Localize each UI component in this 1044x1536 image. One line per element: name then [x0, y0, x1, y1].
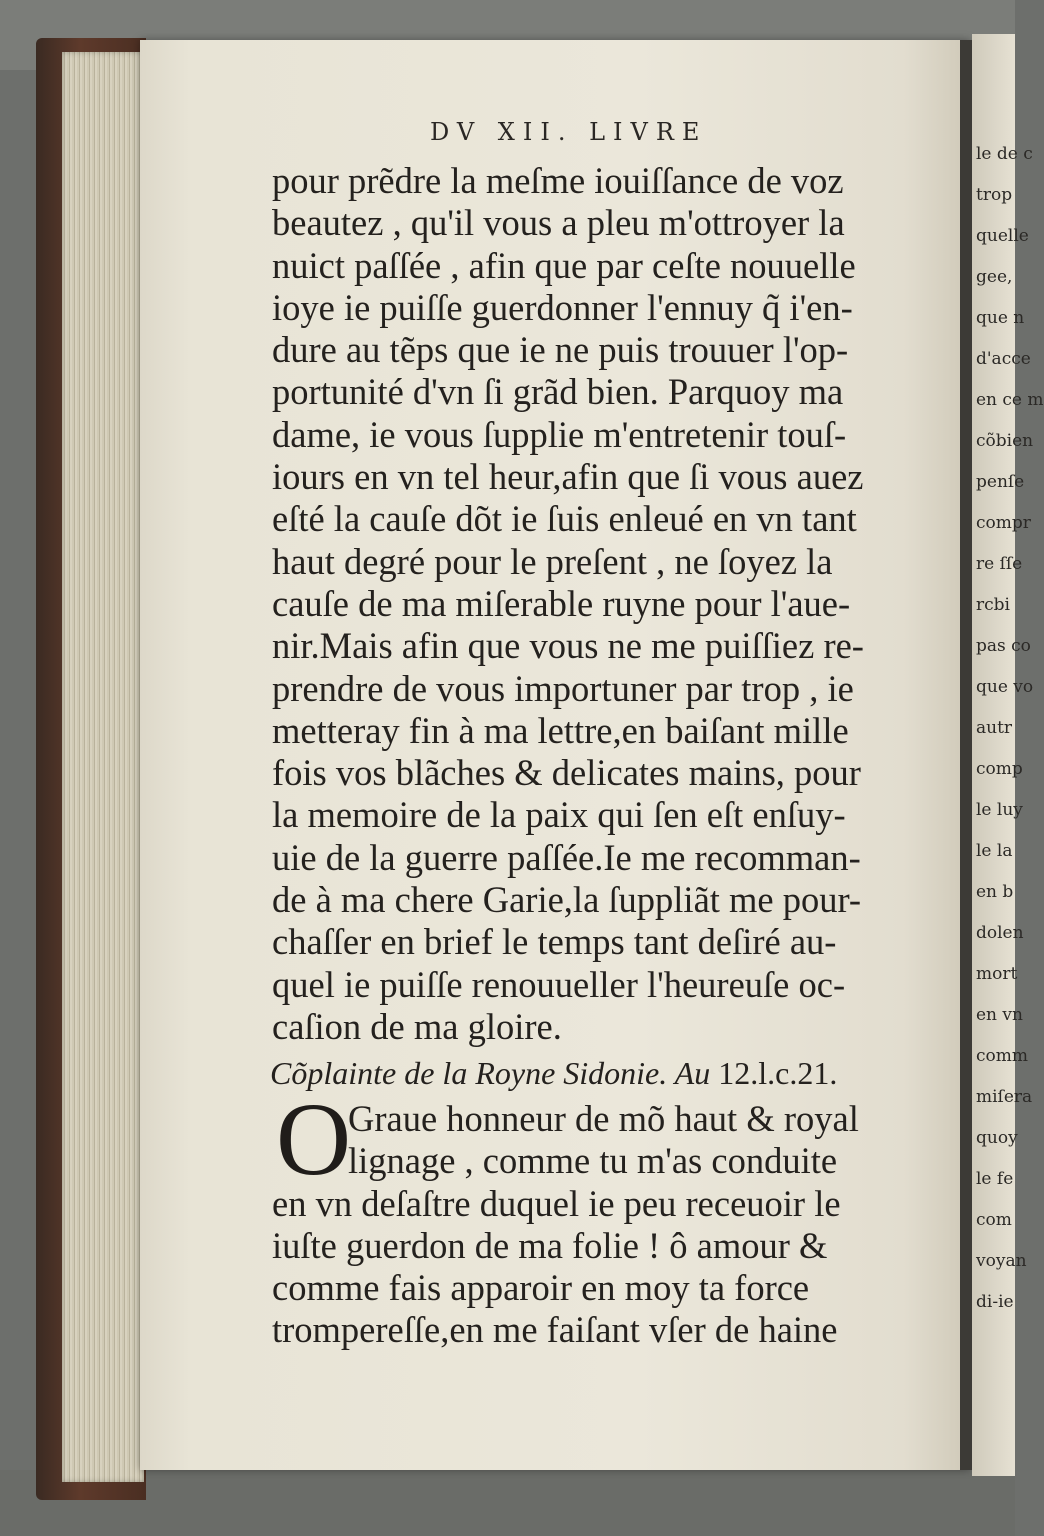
text-line: iours en vn tel heur,afin que ſi vous auez [272, 456, 864, 498]
facing-page-fragment: quelle [976, 226, 1029, 246]
facing-page-fragment: com [976, 1210, 1012, 1230]
facing-page-fragment: d'acce [976, 349, 1031, 369]
facing-page-fragment: voyan [976, 1251, 1027, 1271]
text-line: haut degré pour le preſent , ne ſoyez la [272, 540, 833, 582]
section-text [272, 1098, 932, 1352]
text-line: fois vos blãches & delicates mains, pour [272, 752, 861, 794]
section-heading-title: Cõplainte de la Royne Sidonie. Au [270, 1055, 711, 1091]
text-line: ioye ie puiſſe guerdonner l'ennuy q̃ i'en- [272, 286, 853, 328]
facing-page-fragment: le luy [976, 800, 1023, 820]
section-heading-reference: 12.l.c.21. [718, 1055, 838, 1091]
facing-page-edge [972, 34, 1044, 1476]
facing-page-fragment: miſera [976, 1087, 1033, 1107]
facing-page-fragment: di-ie [976, 1292, 1014, 1312]
facing-page-fragment: cõbien [976, 431, 1034, 451]
facing-page-fragment: quoy [976, 1128, 1018, 1148]
facing-page-fragment: compr [976, 513, 1031, 533]
facing-page-fragment: dolen [976, 923, 1024, 943]
section-heading [270, 1055, 930, 1092]
text-line: caſion de ma gloire. [272, 1005, 562, 1047]
background-bottom [0, 1470, 1015, 1536]
text-line: beautez , qu'il vous a pleu m'ottroyer la [272, 202, 845, 244]
facing-page-fragment: comp [976, 759, 1023, 779]
text-line: dure au tẽps que ie ne puis trouuer l'op- [272, 329, 849, 371]
text-line: nir.Mais afin que vous ne me puiſſiez re- [272, 625, 864, 667]
facing-page-fragment: pas co [976, 636, 1031, 656]
facing-page-fragment: que vo [976, 677, 1034, 697]
text-line: Graue honneur de mõ haut & royal [348, 1098, 859, 1139]
text-line: chaſſer en brief le temps tant deſiré au- [272, 921, 837, 963]
text-line: lignage , comme tu m'as conduite [348, 1140, 838, 1182]
text-line: eſté la cauſe dõt ie ſuis enleué en vn tant [272, 498, 857, 540]
facing-page-fragment: mort [976, 964, 1018, 984]
running-head: DV XII. LIVRE [430, 118, 708, 146]
text-line: uie de la guerre paſſée.Ie me recomman- [272, 836, 861, 878]
facing-page-fragment: que n [976, 308, 1025, 328]
facing-page-fragment: le fe [976, 1169, 1014, 1189]
text-line: de à ma chere Garie,la ſuppliãt me pour- [272, 879, 862, 921]
body-text [272, 160, 932, 1048]
text-line: prendre de vous importuner par trop , ie [272, 667, 854, 709]
text-line: cauſe de ma miſerable ruyne pour l'aue- [272, 582, 851, 624]
facing-page-fragment: en b [976, 882, 1014, 902]
text-line: nuict paſſée , afin que par ceſte nouuelle [272, 244, 856, 286]
facing-page-fragment: comm [976, 1046, 1028, 1066]
facing-page-fragment: rcbi [976, 595, 1010, 615]
drop-cap: O [276, 1082, 352, 1197]
text-line: la memoire de la paix qui ſen eſt enſuy- [272, 794, 846, 836]
text-line: dame, ie vous ſupplie m'entretenir touſ- [272, 413, 847, 455]
text-line: trompereſſe,en me faiſant vſer de haine [272, 1309, 838, 1351]
page-edges [62, 52, 144, 1482]
facing-page-fragment: trop [976, 185, 1013, 205]
facing-page-fragment: penſe [976, 472, 1025, 492]
facing-page-fragment: en vn [976, 1005, 1023, 1025]
text-line: metteray fin à ma lettre,en baiſant mille [272, 709, 849, 751]
text-line: iuſte guerdon de ma folie ! ô amour & [272, 1224, 828, 1266]
facing-page-fragment: gee, [976, 267, 1013, 287]
facing-page-fragment: autr [976, 718, 1013, 738]
text-line: comme fais apparoir en moy ta force [272, 1267, 810, 1309]
text-line: portunité d'vn ſi grãd bien. Parquoy ma [272, 371, 844, 413]
facing-page-fragment: re ſſe [976, 554, 1023, 574]
facing-page-fragment: en ce m [976, 390, 1044, 410]
facing-page-fragment: le de c [976, 144, 1033, 164]
text-line: en vn deſaſtre duquel ie peu receuoir le [272, 1182, 841, 1224]
text-line: pour prẽdre la meſme iouiſſance de voz [272, 160, 844, 201]
facing-page-fragment: le la [976, 841, 1013, 861]
text-line: quel ie puiſſe renouueller l'heureuſe oc- [272, 963, 846, 1005]
